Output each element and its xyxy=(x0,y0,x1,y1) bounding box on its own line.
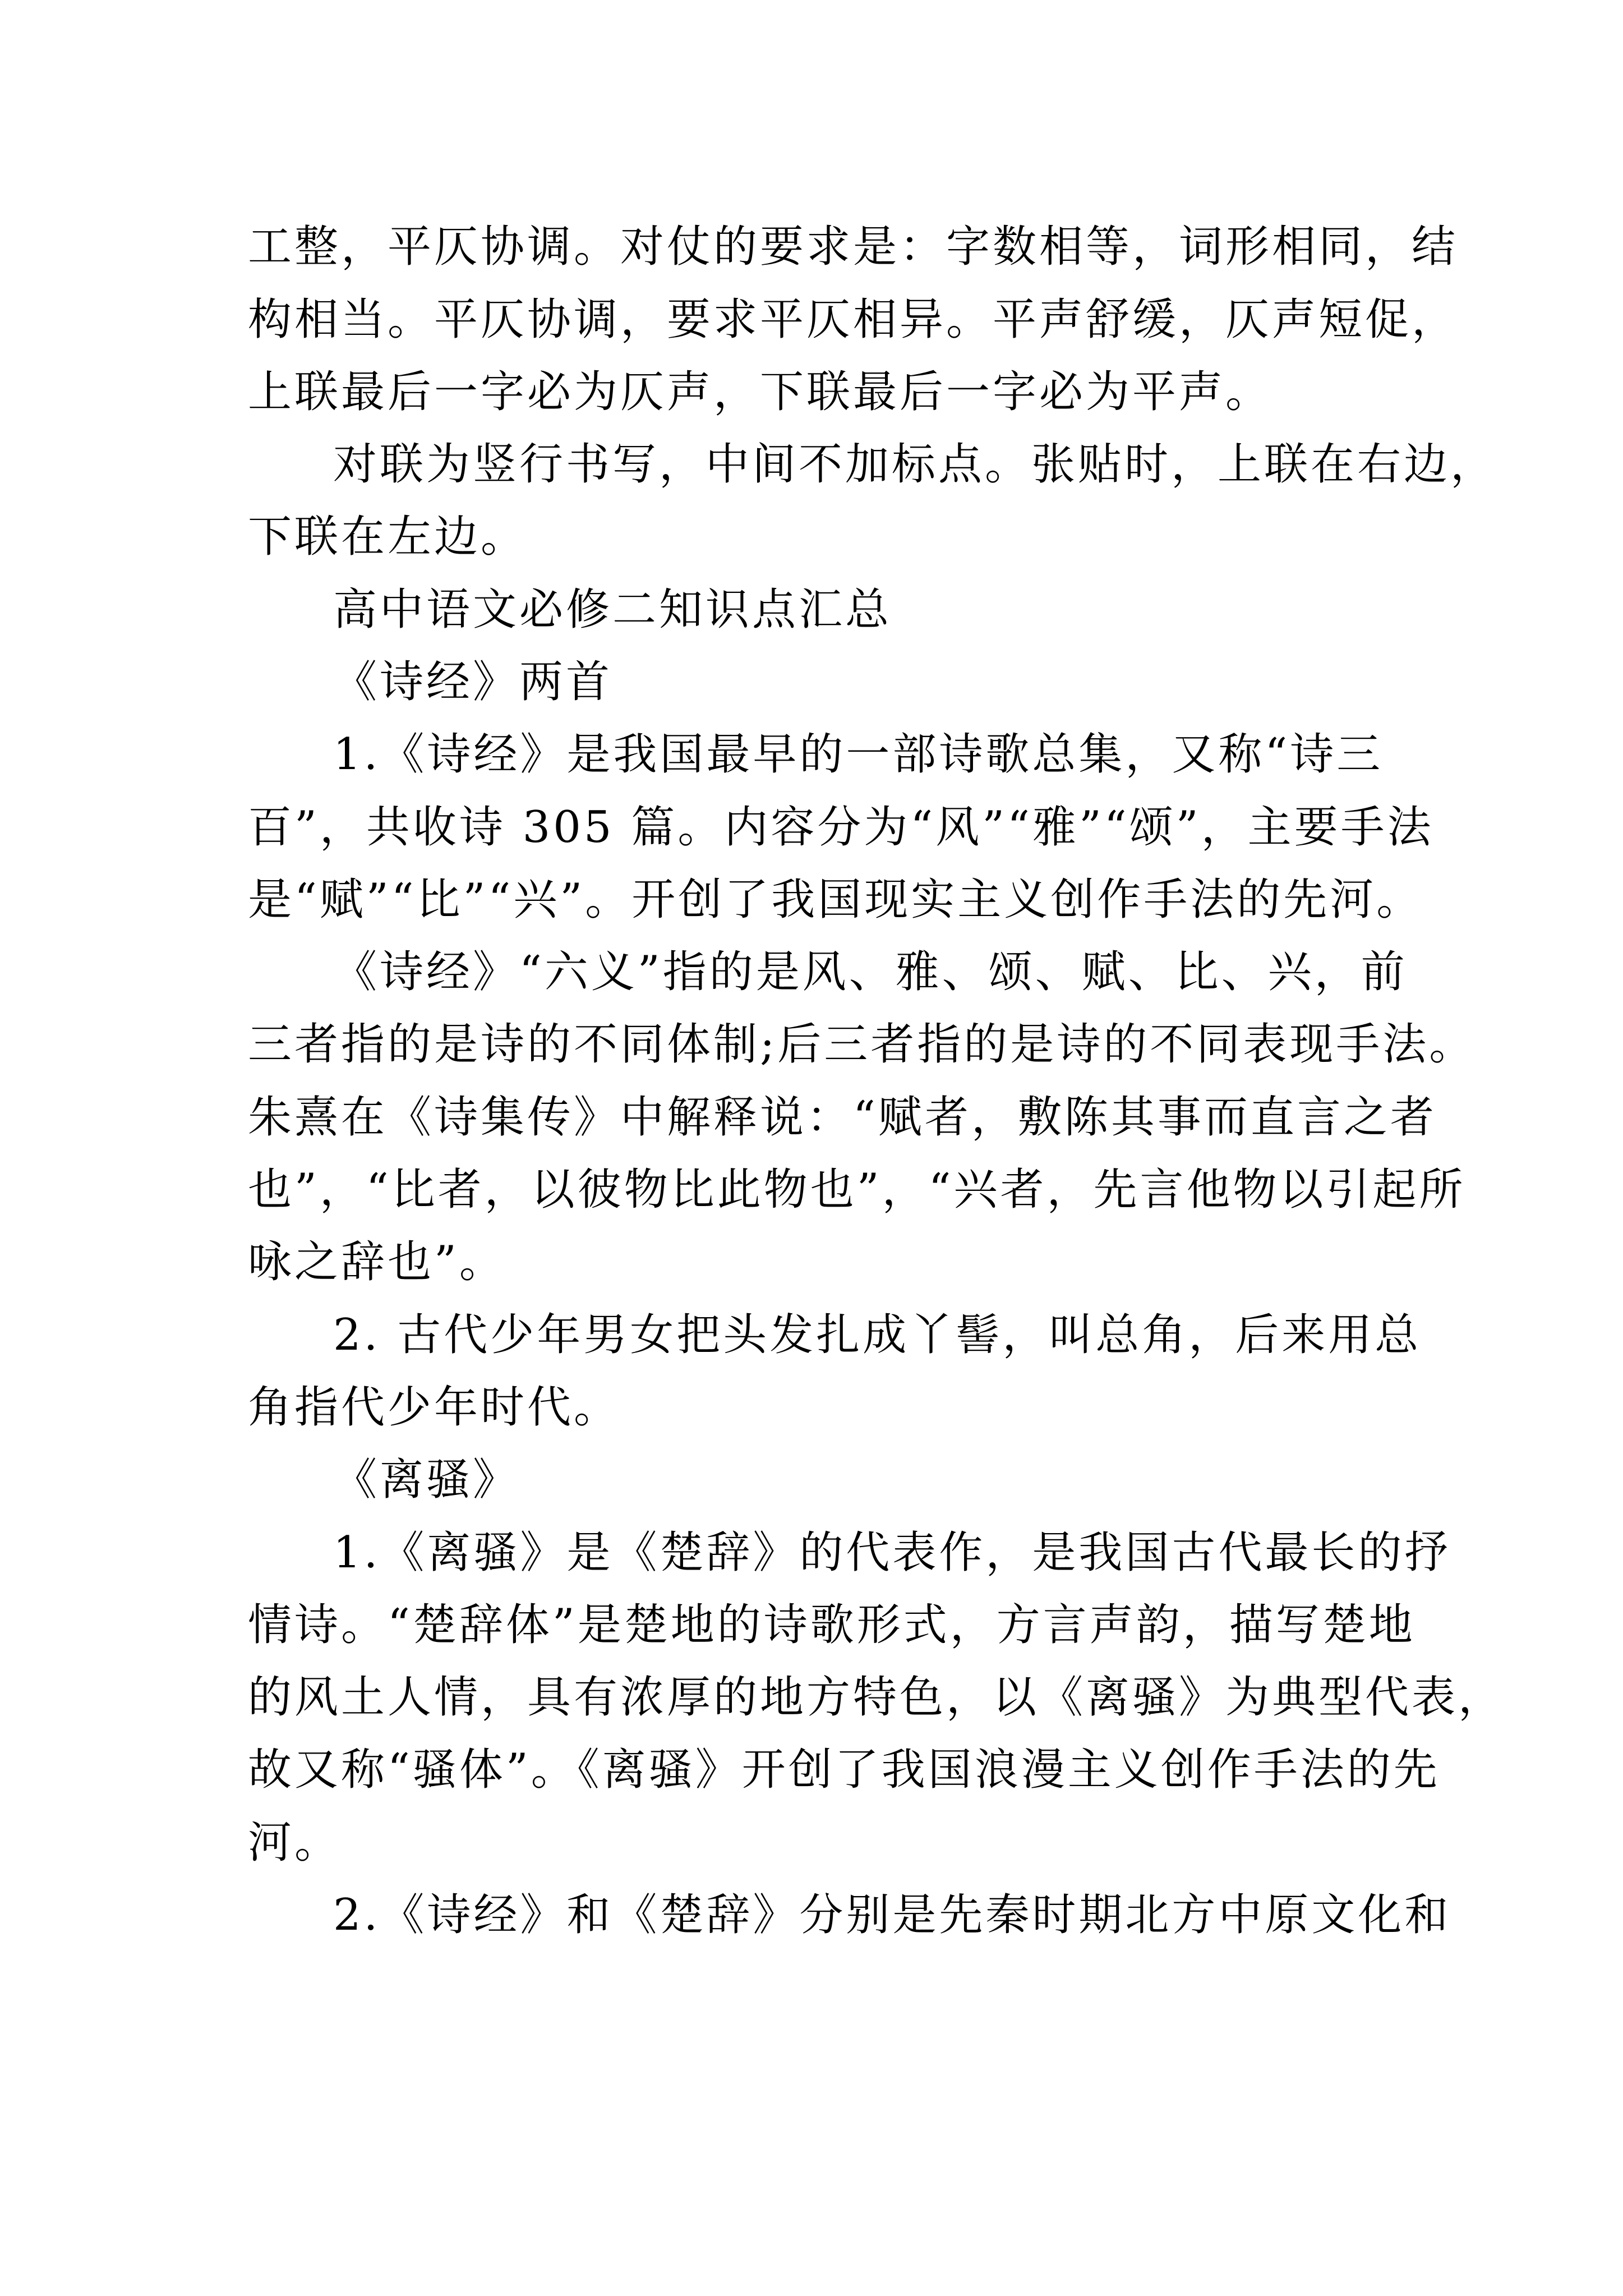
text-line: 角指代少年时代。 xyxy=(248,1382,621,1433)
text-line: 的风土人情，具有浓厚的地方特色，以《离骚》为典型代表， xyxy=(248,1672,1505,1723)
text-line: 《诗经》“六义”指的是风、雅、颂、赋、比、兴，前 xyxy=(333,947,1408,997)
subsection-heading: 《离骚》 xyxy=(333,1455,520,1505)
text-line: 工整，平仄协调。对仗的要求是：字数相等，词形相同，结 xyxy=(248,222,1459,272)
text-line: 三者指的是诗的不同体制;后三者指的是诗的不同表现手法。 xyxy=(248,1019,1476,1070)
text-line: 上联最后一字必为仄声，下联最后一字必为平声。 xyxy=(248,367,1272,417)
text-line: 咏之辞也”。 xyxy=(248,1237,506,1287)
text-line: 朱熹在《诗集传》中解释说：“赋者，敷陈其事而直言之者 xyxy=(248,1092,1437,1143)
section-heading: 高中语文必修二知识点汇总 xyxy=(333,585,892,635)
text-line: 2. 古代少年男女把头发扎成丫髻，叫总角，后来用总 xyxy=(333,1310,1422,1360)
text-line: 下联在左边。 xyxy=(248,512,528,562)
text-line: 构相当。平仄协调，要求平仄相异。平声舒缓，仄声短促， xyxy=(248,295,1459,345)
text-line: 2.《诗经》和《楚辞》分别是先秦时期北方中原文化和 xyxy=(333,1890,1451,1940)
text-line: 对联为竖行书写，中间不加标点。张贴时，上联在右边， xyxy=(333,439,1497,490)
text-line: 河。 xyxy=(248,1818,342,1868)
text-line: 也”，“比者，以彼物比此物也”，“兴者，先言他物以引起所 xyxy=(248,1165,1466,1215)
subsection-heading: 《诗经》两首 xyxy=(333,657,613,707)
text-line: 是“赋”“比”“兴”。开创了我国现实主义创作手法的先河。 xyxy=(248,875,1423,925)
text-line: 1.《离骚》是《楚辞》的代表作，是我国古代最长的抒 xyxy=(333,1527,1451,1578)
text-line: 故又称“骚体”。《离骚》开创了我国浪漫主义创作手法的先 xyxy=(248,1745,1440,1795)
text-line: 百”，共收诗 305 篇。内容分为“风”“雅”“颂”，主要手法 xyxy=(248,802,1434,853)
text-line: 情诗。“楚辞体”是楚地的诗歌形式，方言声韵，描写楚地 xyxy=(248,1600,1415,1650)
text-line: 1.《诗经》是我国最早的一部诗歌总集，又称“诗三 xyxy=(333,729,1384,780)
